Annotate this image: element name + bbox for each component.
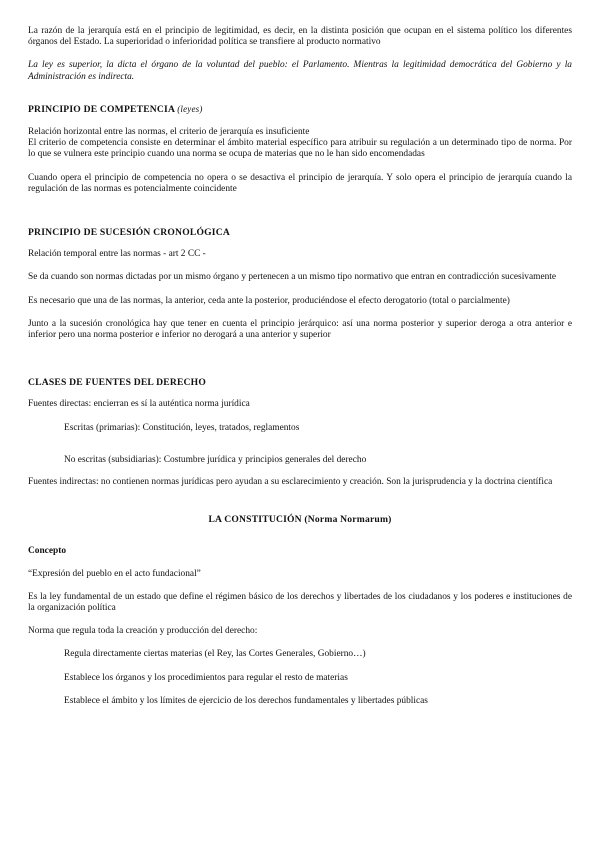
competencia-opera-paragraph: Cuando opera el principio de competencia no opera o se desactiva el principio de jerarquía. Y solo opera el principio de jerarquía cuando la regulación de las normas es potencialmente coincidente bbox=[28, 172, 572, 194]
competencia-heading bbox=[28, 104, 572, 115]
sucesion-relacion-line: Relación temporal entre las normas - art 2 CC - bbox=[28, 249, 206, 260]
competencia-heading-text: PRINCIPIO DE COMPETENCIA bbox=[28, 103, 175, 115]
sucesion-junto-paragraph: Junto a la sucesión cronológica hay que tener en cuenta el principio jerárquico: así una norma posterior y superior deroga a otra anterior e inferior pero una norma posterior e inferior no derogará a una anterior y superior bbox=[28, 318, 572, 341]
competencia-heading-sub: (leyes) bbox=[177, 103, 203, 114]
competencia-relacion-line: Relación horizontal entre las normas, el criterio de jerarquía es insuficiente bbox=[28, 127, 310, 138]
parlamento-paragraph: La ley es superior, la dicta el órgano de la voluntad del pueblo: el Parlamento. Mientras la legitimidad democrática del Gobierno y la Administración es indirecta. bbox=[28, 60, 572, 82]
fuentes-no-escritas-line: No escritas (subsidiarias): Costumbre jurídica y principios generales del derecho bbox=[64, 454, 367, 465]
fuentes-directas-line: Fuentes directas: encierran es sí la auténtica norma jurídica bbox=[28, 399, 250, 410]
constitucion-item-regula: Regula directamente ciertas materias (el Rey, las Cortes Generales, Gobierno…) bbox=[64, 649, 366, 660]
sucesion-necesario-paragraph: Es necesario que una de las normas, la anterior, ceda ante la posterior, produciéndose el efecto derogatorio (total o parcialmente) bbox=[28, 295, 510, 306]
constitucion-norma-line: Norma que regula toda la creación y producción del derecho: bbox=[28, 626, 258, 637]
legitimidad-paragraph: La razón de la jerarquía está en el principio de legitimidad, es decir, en la distinta posición que ocupan en el sistema político los diferentes órganos del Estado. La superioridad o inferioridad política se transfiere al producto normativo bbox=[28, 26, 572, 48]
fuentes-heading: CLASES DE FUENTES DEL DERECHO bbox=[28, 377, 206, 389]
sucesion-se-da-paragraph: Se da cuando son normas dictadas por un mismo órgano y pertenecen a un mismo tipo normativo que entran en contradicción sucesivamente bbox=[28, 272, 557, 283]
constitucion-quote: “Expresión del pueblo en el acto fundacional” bbox=[28, 568, 201, 579]
competencia-criterio-paragraph: El criterio de competencia consiste en determinar el ámbito material específico para atribuir su regulación a un determinado tipo de norma. Por lo que se vulnera este principio cuando una norma se ocupa de materias que no le han sido encomendadas bbox=[28, 138, 572, 160]
sucesion-heading: PRINCIPIO DE SUCESIÓN CRONOLÓGICA bbox=[28, 227, 230, 239]
constitucion-item-organos: Establece los órganos y los procedimientos para regular el resto de materias bbox=[64, 672, 348, 683]
fuentes-escritas-line: Escritas (primarias): Constitución, leyes, tratados, reglamentos bbox=[64, 422, 300, 433]
constitucion-definicion-paragraph: Es la ley fundamental de un estado que define el régimen básico de los derechos y libertades de los ciudadanos y los poderes e instituciones de la organización política bbox=[28, 591, 572, 614]
concepto-heading: Concepto bbox=[28, 546, 67, 557]
constitucion-title: LA CONSTITUCIÓN (Norma Normarum) bbox=[208, 514, 392, 526]
constitucion-item-ambito: Establece el ámbito y los límites de ejercicio de los derechos fundamentales y libertades públicas bbox=[64, 695, 428, 706]
fuentes-indirectas-paragraph: Fuentes indirectas: no contienen normas jurídicas pero ayudan a su esclarecimiento y creación. Son la jurisprudencia y la doctrina científica bbox=[28, 477, 553, 488]
